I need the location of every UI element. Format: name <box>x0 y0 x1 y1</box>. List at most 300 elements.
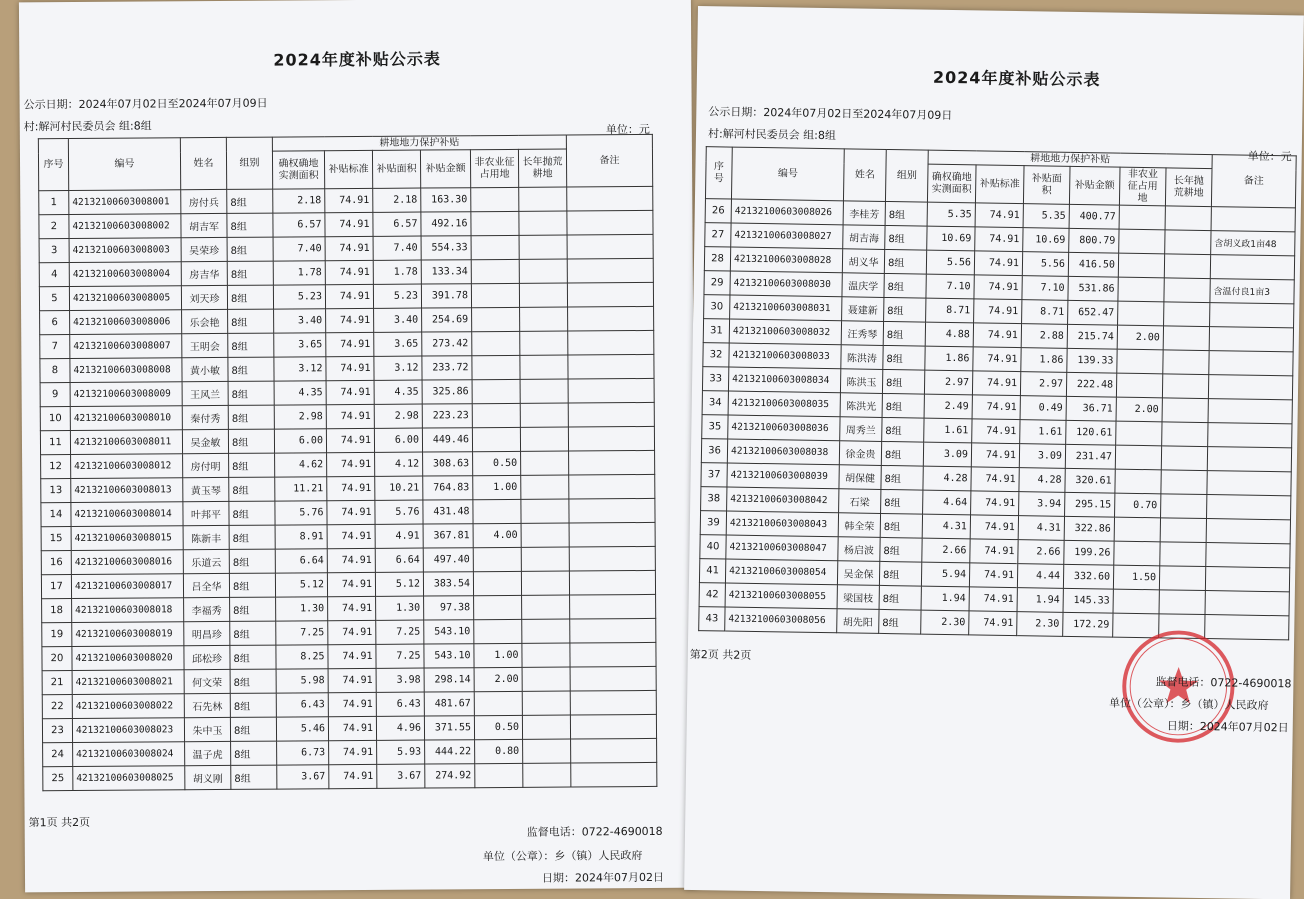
row-group: 8组 <box>228 309 274 333</box>
row-standard: 74.91 <box>325 236 373 260</box>
row-amount: 431.48 <box>423 500 473 524</box>
row-remark <box>569 522 655 547</box>
row-standard: 74.91 <box>969 563 1017 588</box>
row-nonfarm <box>472 331 520 355</box>
row-sub-area: 1.78 <box>373 260 421 284</box>
row-remark <box>1209 351 1293 376</box>
row-sub-area: 3.94 <box>1019 492 1065 517</box>
row-area: 7.40 <box>273 237 325 261</box>
row-area: 1.94 <box>921 586 969 611</box>
row-name: 胡义华 <box>842 249 884 274</box>
row-abandoned <box>1163 326 1209 351</box>
row-id: 42132100603008033 <box>729 343 841 369</box>
row-seq: 37 <box>701 463 727 487</box>
table-body <box>699 199 1296 640</box>
row-standard: 74.91 <box>326 380 374 404</box>
row-area: 3.65 <box>274 333 326 357</box>
row-standard: 74.91 <box>971 467 1019 492</box>
row-sub-area: 1.61 <box>1020 420 1066 445</box>
header-remark: 备注 <box>566 134 652 187</box>
row-id: 42132100603008023 <box>72 718 184 743</box>
header-name: 姓名 <box>843 149 886 202</box>
village-group-line: 村:解河村民委员会 组:8组 <box>707 127 837 143</box>
row-abandoned <box>1162 398 1208 423</box>
footer-date: 日期：2024年07月02日 <box>541 870 665 885</box>
row-nonfarm <box>471 235 519 259</box>
row-seq: 43 <box>699 607 725 631</box>
row-remark <box>569 474 655 499</box>
row-id: 42132100603008020 <box>72 646 184 671</box>
row-abandoned <box>1162 374 1208 399</box>
row-id: 42132100603008042 <box>727 487 839 513</box>
row-id: 42132100603008006 <box>70 310 182 335</box>
row-abandoned <box>1165 230 1211 255</box>
row-amount: 273.42 <box>422 332 472 356</box>
row-id: 42132100603008036 <box>728 415 840 441</box>
row-nonfarm: 0.80 <box>475 739 523 763</box>
row-sub-area: 5.56 <box>1022 252 1068 277</box>
row-amount: 492.16 <box>421 212 471 236</box>
row-seq: 8 <box>40 359 70 383</box>
row-sub-area: 10.69 <box>1023 228 1069 253</box>
row-id: 42132100603008008 <box>70 358 182 383</box>
row-area: 1.86 <box>925 346 973 371</box>
row-area: 5.76 <box>275 501 327 525</box>
row-amount: 367.81 <box>423 524 473 548</box>
row-sub-area: 6.64 <box>375 548 423 572</box>
row-seq: 4 <box>39 263 69 287</box>
header-amount: 补贴金额 <box>1069 166 1120 205</box>
row-area: 6.00 <box>274 429 326 453</box>
header-name: 姓名 <box>180 137 226 189</box>
row-seq: 15 <box>41 527 71 551</box>
row-remark <box>567 234 653 259</box>
row-amount: 800.79 <box>1069 228 1119 253</box>
row-amount: 199.26 <box>1064 540 1114 565</box>
row-standard: 74.91 <box>973 323 1021 348</box>
row-amount: 320.61 <box>1065 468 1115 493</box>
row-sub-area: 6.00 <box>374 428 422 452</box>
row-id: 42132100603008019 <box>72 622 184 647</box>
row-name: 杨启波 <box>838 537 880 562</box>
row-sub-area: 7.25 <box>376 644 424 668</box>
row-group: 8组 <box>880 513 922 538</box>
subsidy-table <box>698 146 1297 640</box>
row-area: 8.91 <box>275 525 327 549</box>
row-nonfarm <box>1118 277 1164 302</box>
row-name: 周秀兰 <box>840 417 882 442</box>
row-standard: 74.91 <box>970 515 1018 540</box>
row-seq: 11 <box>40 431 70 455</box>
row-nonfarm <box>1114 541 1160 566</box>
row-seq: 13 <box>41 479 71 503</box>
row-seq: 40 <box>700 535 726 559</box>
row-seq: 1 <box>39 191 69 215</box>
row-remark: 含温付良1亩3 <box>1210 279 1294 304</box>
row-nonfarm <box>471 187 519 211</box>
row-sub-area: 7.25 <box>376 620 424 644</box>
row-sub-area: 3.98 <box>376 668 424 692</box>
row-remark <box>567 282 653 307</box>
row-nonfarm <box>474 691 522 715</box>
row-amount: 652.47 <box>1068 300 1118 325</box>
row-remark <box>570 642 656 667</box>
row-remark <box>570 690 656 715</box>
row-remark <box>1208 423 1292 448</box>
row-abandoned <box>1164 302 1210 327</box>
row-remark <box>569 450 655 475</box>
row-standard: 74.91 <box>325 284 373 308</box>
row-area: 4.62 <box>275 453 327 477</box>
row-id: 42132100603008054 <box>725 559 837 585</box>
row-name: 乐会艳 <box>182 309 228 333</box>
row-name: 黄玉琴 <box>183 477 229 501</box>
row-group: 8组 <box>229 573 275 597</box>
row-name: 温子虎 <box>185 741 231 765</box>
header-seq: 序号 <box>705 147 732 199</box>
row-standard: 74.91 <box>327 524 375 548</box>
row-seq: 19 <box>42 623 72 647</box>
row-id: 42132100603008021 <box>72 670 184 695</box>
row-standard: 74.91 <box>325 260 373 284</box>
row-remark <box>1207 471 1291 496</box>
header-seq: 序号 <box>38 139 68 191</box>
row-area: 11.21 <box>275 477 327 501</box>
row-area: 8.25 <box>276 645 328 669</box>
header-group: 组别 <box>885 149 928 202</box>
row-name: 房付兵 <box>181 189 227 213</box>
row-nonfarm: 1.50 <box>1113 565 1159 590</box>
row-name: 明昌珍 <box>184 621 230 645</box>
row-remark <box>568 426 654 451</box>
row-seq: 26 <box>705 199 731 223</box>
table-row <box>43 762 657 790</box>
row-id: 42132100603008035 <box>728 391 840 417</box>
header-sub-area: 补贴面积 <box>372 150 420 188</box>
row-standard: 74.91 <box>326 428 374 452</box>
header-id: 编号 <box>731 147 844 201</box>
row-seq: 16 <box>41 551 71 575</box>
supervision-phone: 监督电话：0722-4690018 <box>1155 675 1292 691</box>
row-id: 42132100603008043 <box>726 511 838 537</box>
header-remark: 备注 <box>1211 155 1296 208</box>
row-area: 4.35 <box>274 381 326 405</box>
row-group: 8组 <box>885 201 927 226</box>
row-seq: 31 <box>703 319 729 343</box>
row-area: 2.66 <box>922 538 970 563</box>
row-sub-area: 10.21 <box>375 476 423 500</box>
row-nonfarm: 0.50 <box>473 451 521 475</box>
row-standard: 74.91 <box>974 275 1022 300</box>
row-abandoned <box>1161 494 1207 519</box>
row-abandoned <box>523 763 571 787</box>
row-group: 8组 <box>228 429 274 453</box>
row-remark <box>568 378 654 403</box>
row-group: 8组 <box>884 273 926 298</box>
row-nonfarm <box>472 427 520 451</box>
row-amount: 531.86 <box>1068 276 1118 301</box>
row-group: 8组 <box>879 561 921 586</box>
row-name: 李福秀 <box>184 597 230 621</box>
row-area: 8.71 <box>926 298 974 323</box>
row-id: 42132100603008007 <box>70 334 182 359</box>
row-sub-area: 3.09 <box>1019 444 1065 469</box>
row-abandoned <box>520 403 568 427</box>
row-seq: 29 <box>704 271 730 295</box>
row-name: 王风兰 <box>182 381 228 405</box>
row-group: 8组 <box>227 237 273 261</box>
row-group: 8组 <box>227 189 273 213</box>
row-group: 8组 <box>879 585 921 610</box>
row-remark <box>1208 399 1292 424</box>
row-sub-area: 1.94 <box>1017 588 1063 613</box>
row-name: 叶邦平 <box>183 501 229 525</box>
row-nonfarm: 2.00 <box>474 667 522 691</box>
row-nonfarm <box>472 403 520 427</box>
row-seq: 3 <box>39 239 69 263</box>
row-remark <box>1211 207 1295 232</box>
row-name: 李桂芳 <box>843 201 885 226</box>
issuing-office: 单位（公章）：乡（镇）人民政府 <box>1108 696 1269 713</box>
row-id: 42132100603008012 <box>71 454 183 479</box>
row-name: 邱松珍 <box>184 645 230 669</box>
row-id: 42132100603008032 <box>729 319 841 345</box>
row-abandoned <box>1162 422 1208 447</box>
row-seq: 33 <box>702 367 728 391</box>
row-seq: 9 <box>40 383 70 407</box>
row-area: 6.64 <box>275 549 327 573</box>
row-sub-area: 5.76 <box>375 500 423 524</box>
row-group: 8组 <box>883 321 925 346</box>
row-seq: 28 <box>704 247 730 271</box>
row-id: 42132100603008047 <box>726 535 838 561</box>
row-sub-area: 5.23 <box>373 284 421 308</box>
row-seq: 2 <box>39 215 69 239</box>
row-name: 吕全华 <box>183 573 229 597</box>
row-name: 徐金贵 <box>839 441 881 466</box>
row-amount: 254.69 <box>422 308 472 332</box>
row-nonfarm <box>1119 205 1165 230</box>
row-amount: 223.23 <box>422 404 472 428</box>
publication-date: 公示日期：2024年07月02日至2024年07月09日 <box>23 96 268 112</box>
row-nonfarm: 0.50 <box>474 715 522 739</box>
row-remark <box>568 306 654 331</box>
row-id: 42132100603008015 <box>71 526 183 551</box>
row-standard: 74.91 <box>327 548 375 572</box>
row-group: 8组 <box>230 645 276 669</box>
header-section: 耕地地力保护补贴 <box>272 135 566 151</box>
row-amount: 295.15 <box>1065 492 1115 517</box>
row-remark <box>568 402 654 427</box>
row-nonfarm: 2.00 <box>1117 325 1163 350</box>
row-sub-area: 2.30 <box>1017 612 1063 637</box>
row-area: 6.43 <box>276 693 328 717</box>
row-sub-area: 3.12 <box>374 356 422 380</box>
row-abandoned <box>1160 518 1206 543</box>
row-abandoned <box>1161 470 1207 495</box>
row-id: 42132100603008027 <box>731 223 843 249</box>
row-id: 42132100603008010 <box>70 406 182 431</box>
row-abandoned <box>1160 542 1206 567</box>
row-abandoned <box>521 499 569 523</box>
row-id: 42132100603008013 <box>71 478 183 503</box>
row-sub-area: 1.30 <box>376 596 424 620</box>
row-nonfarm: 2.00 <box>1116 397 1162 422</box>
row-amount: 36.71 <box>1066 396 1116 421</box>
row-standard: 74.91 <box>326 404 374 428</box>
row-seq: 7 <box>40 335 70 359</box>
row-area: 4.64 <box>923 490 971 515</box>
row-abandoned <box>1161 446 1207 471</box>
row-sub-area: 6.43 <box>376 692 424 716</box>
row-abandoned <box>520 307 568 331</box>
row-remark <box>1210 303 1294 328</box>
row-remark <box>567 186 653 211</box>
row-amount: 400.77 <box>1069 204 1119 229</box>
row-standard: 74.91 <box>971 443 1019 468</box>
row-amount: 543.10 <box>424 620 474 644</box>
row-standard: 74.91 <box>972 371 1020 396</box>
subsidy-table <box>38 134 658 791</box>
row-seq: 30 <box>704 295 730 319</box>
row-amount: 371.55 <box>424 716 474 740</box>
row-amount: 554.33 <box>421 236 471 260</box>
row-area: 5.23 <box>273 285 325 309</box>
row-area: 6.73 <box>277 741 329 765</box>
row-seq: 6 <box>40 311 70 335</box>
row-seq: 25 <box>43 766 73 790</box>
row-area: 5.12 <box>275 573 327 597</box>
page-1-sheet <box>19 0 697 892</box>
row-seq: 17 <box>41 575 71 599</box>
row-group: 8组 <box>883 345 925 370</box>
row-name: 胡保健 <box>839 465 881 490</box>
header-nonfarm: 非农业征占用地 <box>1119 167 1166 206</box>
row-sub-area: 5.35 <box>1023 204 1069 229</box>
row-id: 42132100603008003 <box>69 238 181 263</box>
row-standard: 74.91 <box>326 332 374 356</box>
row-area: 2.49 <box>924 394 972 419</box>
header-nonfarm: 非农业征占用地 <box>470 149 518 187</box>
row-seq: 35 <box>702 415 728 439</box>
row-group: 8组 <box>881 441 923 466</box>
row-group: 8组 <box>230 621 276 645</box>
row-name: 房付明 <box>183 453 229 477</box>
row-id: 42132100603008055 <box>725 583 837 609</box>
row-remark <box>569 498 655 523</box>
row-amount: 215.74 <box>1067 324 1117 349</box>
row-sub-area: 4.28 <box>1019 468 1065 493</box>
row-standard: 74.91 <box>329 740 377 764</box>
header-id: 编号 <box>68 138 180 191</box>
row-group: 8组 <box>230 717 276 741</box>
row-group: 8组 <box>228 333 274 357</box>
row-amount: 163.30 <box>421 188 471 212</box>
row-nonfarm <box>1119 229 1165 254</box>
row-remark <box>570 618 656 643</box>
row-id: 42132100603008004 <box>69 262 181 287</box>
row-area: 5.56 <box>926 250 974 275</box>
row-seq: 20 <box>42 647 72 671</box>
header-standard: 补贴标准 <box>975 165 1024 204</box>
row-nonfarm <box>473 499 521 523</box>
row-nonfarm <box>472 355 520 379</box>
row-amount: 764.83 <box>423 476 473 500</box>
row-sub-area: 4.96 <box>376 716 424 740</box>
row-amount: 383.54 <box>423 572 473 596</box>
row-area: 5.46 <box>276 717 328 741</box>
row-sub-area: 5.12 <box>375 572 423 596</box>
row-id: 42132100603008030 <box>730 271 842 297</box>
row-amount: 449.46 <box>422 428 472 452</box>
row-abandoned <box>1164 254 1210 279</box>
row-seq: 39 <box>700 511 726 535</box>
row-area: 3.12 <box>274 357 326 381</box>
row-remark: 含胡义政1亩48 <box>1211 231 1295 256</box>
row-sub-area: 2.18 <box>373 188 421 212</box>
row-name: 黄小敏 <box>182 357 228 381</box>
row-name: 石先林 <box>184 693 230 717</box>
row-remark <box>1207 447 1291 472</box>
row-remark <box>570 666 656 691</box>
row-standard: 74.91 <box>329 764 377 788</box>
row-group: 8组 <box>227 285 273 309</box>
row-sub-area: 7.40 <box>373 236 421 260</box>
row-name: 韩全荣 <box>838 513 880 538</box>
row-abandoned <box>520 427 568 451</box>
row-group: 8组 <box>879 609 921 634</box>
row-remark <box>570 714 656 739</box>
header-abandoned: 长年抛荒耕地 <box>518 149 566 187</box>
row-remark <box>568 354 654 379</box>
row-standard: 74.91 <box>328 668 376 692</box>
supervision-phone: 监督电话：0722-4690018 <box>526 824 663 839</box>
row-area: 10.69 <box>927 226 975 251</box>
row-seq: 27 <box>705 223 731 247</box>
row-id: 42132100603008039 <box>727 463 839 489</box>
row-group: 8组 <box>229 453 275 477</box>
row-amount: 139.33 <box>1067 348 1117 373</box>
row-nonfarm: 4.00 <box>473 523 521 547</box>
row-remark <box>569 570 655 595</box>
row-name: 吴金保 <box>837 561 879 586</box>
row-abandoned <box>519 283 567 307</box>
row-seq: 23 <box>42 719 72 743</box>
row-seq: 36 <box>701 439 727 463</box>
issuing-office: 单位（公章）：乡（镇）人民政府 <box>482 849 643 864</box>
row-area: 1.61 <box>924 418 972 443</box>
row-remark <box>569 546 655 571</box>
row-remark <box>571 738 657 763</box>
row-remark <box>1205 567 1289 592</box>
row-id: 42132100603008022 <box>72 694 184 719</box>
row-id: 42132100603008016 <box>71 550 183 575</box>
row-standard: 74.91 <box>972 395 1020 420</box>
village-group-line: 村:解河村民委员会 组:8组 <box>23 119 152 134</box>
row-sub-area: 3.67 <box>377 764 425 788</box>
row-name: 陈洪玉 <box>840 369 882 394</box>
row-abandoned <box>1159 566 1205 591</box>
row-name: 乐道云 <box>183 549 229 573</box>
row-name: 房吉华 <box>181 261 227 285</box>
row-remark <box>571 762 657 787</box>
row-area: 4.31 <box>922 514 970 539</box>
row-abandoned <box>522 619 570 643</box>
row-id: 42132100603008026 <box>731 199 843 225</box>
row-nonfarm <box>474 619 522 643</box>
row-id: 42132100603008009 <box>70 382 182 407</box>
row-remark <box>1207 495 1291 520</box>
